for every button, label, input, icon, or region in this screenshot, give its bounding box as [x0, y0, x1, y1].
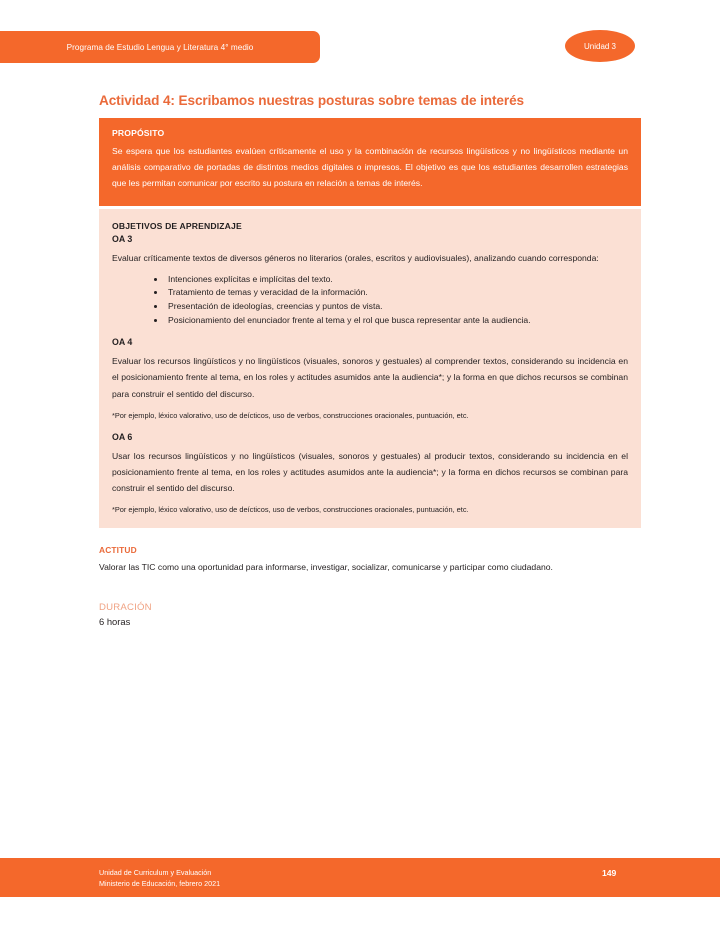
oa4-note: *Por ejemplo, léxico valorativo, uso de deícticos, uso de verbos, construcciones oracionales, puntuación, etc.: [112, 410, 469, 420]
footer-credits: [99, 868, 220, 889]
duration-heading: DURACIÓN: [99, 601, 152, 613]
footer-line-2: Ministerio de Educación, febrero 2021: [99, 878, 221, 888]
objectives-heading: OBJETIVOS DE APRENDIZAJE: [112, 220, 242, 231]
program-header-label: Programa de Estudio Lengua y Literatura 4° medio: [66, 42, 254, 52]
purpose-block: [99, 118, 641, 206]
list-item: Posicionamiento del enunciador frente al tema y el rol que busca representar ante la audiencia.: [154, 314, 628, 328]
list-item: Tratamiento de temas y veracidad de la información.: [154, 286, 628, 300]
objectives-block: [99, 209, 641, 529]
duration-block: [99, 602, 641, 627]
attitude-block: [99, 545, 641, 575]
purpose-heading: PROPÓSITO: [112, 128, 165, 138]
oa6-code: OA 6: [112, 431, 133, 442]
program-header-bar: [0, 31, 320, 63]
list-item: Presentación de ideologías, creencias y puntos de vista.: [154, 300, 628, 314]
activity-title: Actividad 4: Escribamos nuestras posturas sobre temas de interés: [99, 93, 524, 109]
purpose-text: Se espera que los estudiantes evalúen críticamente el uso y la combinación de recursos lingüísticos y no lingüísticos mediante un análisis comparativo de portadas de distintos medios digitales o impresos. El objetivo es que los estudiantes desarrollen estrategias que les permitan comunicar por escrito su postura en relación a temas de interés.: [112, 146, 628, 189]
oa3-bullet-list: [112, 273, 628, 327]
attitude-heading: ACTITUD: [99, 545, 137, 556]
list-item: Intenciones explícitas e implícitas del texto.: [154, 273, 628, 287]
page-number: 149: [602, 868, 617, 878]
duration-value: 6 horas: [99, 615, 131, 627]
unit-badge-label: Unidad 3: [583, 41, 617, 51]
oa4-text: Evaluar los recursos lingüísticos y no lingüísticos (visuales, sonoros y gestuales) al comprender textos, considerando su incidencia en el posicionamiento frente al tema, en los roles y actitudes asumidos ante la audiencia*; y la forma en que dichos recursos se combinan para construir el sentido del discurso.: [112, 356, 628, 399]
content-column: [99, 118, 641, 627]
oa3-code: OA 3: [112, 233, 133, 244]
unit-badge: [565, 30, 635, 62]
footer-line-1: Unidad de Curriculum y Evaluación: [99, 868, 212, 877]
oa6-note: *Por ejemplo, léxico valorativo, uso de deícticos, uso de verbos, construcciones oracionales, puntuación, etc.: [112, 505, 469, 515]
oa4-code: OA 4: [112, 337, 133, 348]
oa3-text: Evaluar críticamente textos de diversos géneros no literarios (orales, escritos y audiovisuales), analizando cuando corresponda:: [112, 252, 599, 263]
oa6-text: Usar los recursos lingüísticos y no lingüísticos (visuales, sonoros y gestuales) al producir textos, considerando su incidencia en el posicionamiento frente al tema, en los roles y actitudes asumidos ante la audiencia*; y la forma en dichos recursos se combinan para construir el sentido del discurso.: [112, 450, 628, 494]
attitude-text: Valorar las TIC como una oportunidad para informarse, investigar, socializar, comunicarse y participar como ciudadano.: [99, 562, 553, 573]
